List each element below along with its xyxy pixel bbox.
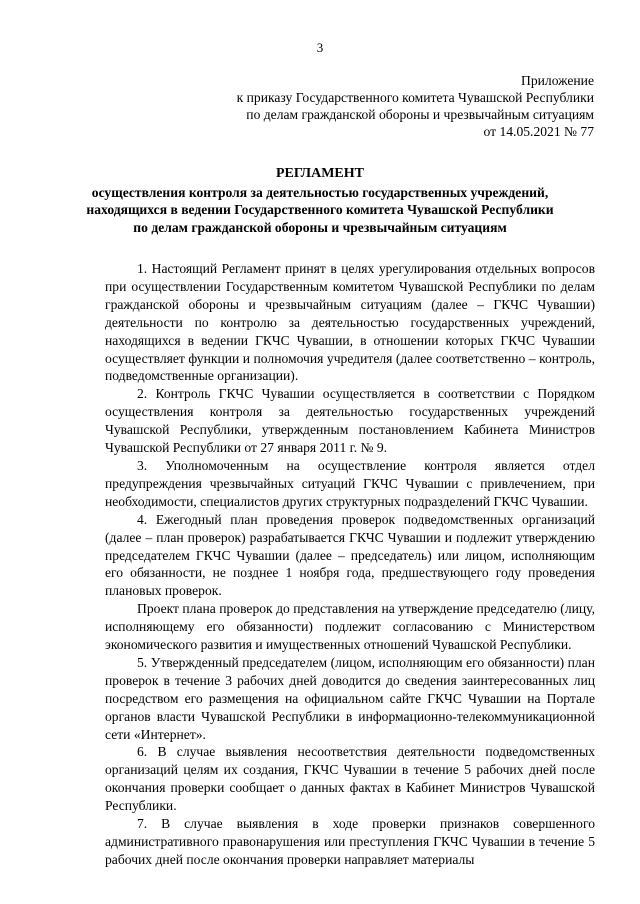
paragraph: 2. Контроль ГКЧС Чувашии осуществляется в соответствии с Порядком осуществления контроля за деятельностью государственных учреждений Чувашской Республики, утвержденным постановлением Кабинета Министров Чувашской Республики от 27 января 2011 г. № 9. — [105, 386, 595, 456]
appendix-line: по делам гражданской обороны и чрезвычайным ситуациям — [246, 107, 594, 122]
appendix-line: к приказу Государственного комитета Чувашской Республики — [236, 90, 594, 105]
title-line: находящихся в ведении Государственного комитета Чувашской Республики — [86, 202, 554, 218]
document-title — [60, 165, 580, 236]
paragraph: 6. В случае выявления несоответствия деятельности подведомственных организаций целям их создания, ГКЧС Чувашии в течение 5 рабочих дней после окончания проверки сообщает о данных фактах в Кабинет Министров Чувашской Республики. — [105, 744, 595, 814]
title-heading: РЕГЛАМЕНТ — [275, 166, 364, 181]
title-line: по делам гражданской обороны и чрезвычайным ситуациям — [133, 219, 507, 235]
appendix-line: от 14.05.2021 № 77 — [483, 124, 594, 139]
appendix-line: Приложение — [521, 73, 594, 88]
paragraph: 1. Настоящий Регламент принят в целях урегулирования отдельных вопросов при осуществлении Государственным комитетом Чувашской Республики по делам гражданской обороны и чрезвычайным ситуациям (далее – ГКЧС Чувашии) деятельности по контролю за деятельностью государственных учреждений, находящихся в ведении ГКЧС Чувашии, в отношении которых ГКЧС Чувашии осуществляет функции и полномочия учредителя (далее соответственно – контроль, подведомственные организации). — [105, 261, 595, 384]
paragraph: 4. Ежегодный план проведения проверок подведомственных организаций (далее – план проверок) разрабатывается ГКЧС Чувашии и подлежит утверждению председателем ГКЧС Чувашии (далее – председатель) или лицом, исполняющим его обязанности, не позднее 1 ноября года, предшествующего году проведения плановых проверок. — [105, 511, 595, 599]
paragraph: 7. В случае выявления в ходе проверки признаков совершенного административного правонарушения или преступления ГКЧС Чувашии в течение 5 рабочих дней после окончания проверки направляет материалы — [105, 816, 595, 867]
paragraph: 3. Уполномоченным на осуществление контроля является отдел предупреждения чрезвычайных ситуаций ГКЧС Чувашии с привлечением, при необходимости, специалистов других структурных подразделений ГКЧС Чувашии. — [105, 457, 595, 509]
appendix-header — [237, 72, 594, 140]
title-line: осуществления контроля за деятельностью государственных учреждений, — [91, 184, 549, 200]
page-number: 3 — [316, 40, 324, 55]
document-body — [105, 260, 595, 869]
paragraph: 5. Утвержденный председателем (лицом, исполняющим его обязанности) план проверок в течение 3 рабочих дней доводится до сведения заинтересованных лиц посредством его размещения на официальном сайте ГКЧС Чувашии на Портале органов власти Чувашской Республики в информационно-телекоммуникационной сети «Интернет». — [105, 654, 595, 742]
paragraph: Проект плана проверок до представления на утверждение председателю (лицу, исполняющему его обязанности) подлежит согласованию с Министерством экономического развития и имущественных отношений Чувашской Республики. — [105, 601, 595, 653]
